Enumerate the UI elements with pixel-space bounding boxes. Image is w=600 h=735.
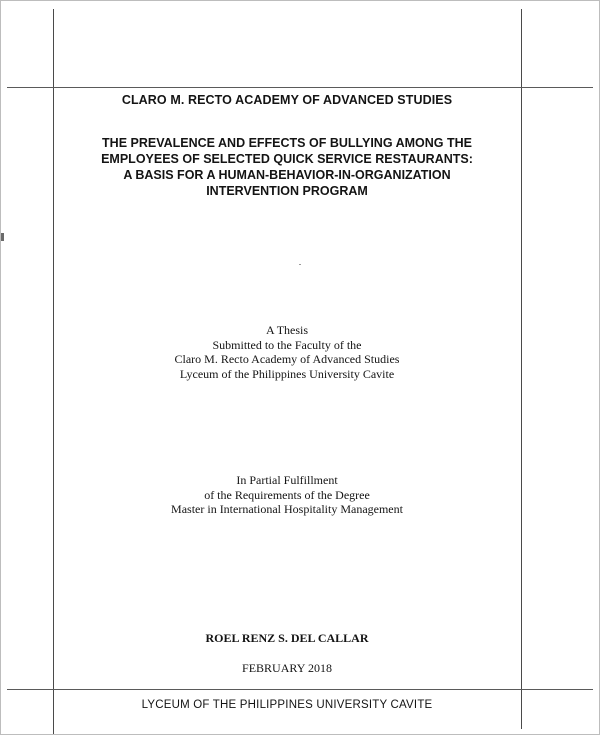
institution-header: CLARO M. RECTO ACADEMY OF ADVANCED STUDIES — [121, 93, 453, 107]
top-rule — [7, 87, 593, 88]
fulfillment-line: In Partial Fulfillment — [236, 473, 338, 487]
submission-date: FEBRUARY 2018 — [242, 661, 332, 675]
thesis-title — [53, 135, 521, 199]
fulfillment-line: of the Requirements of the Degree — [204, 487, 370, 502]
right-margin-line — [521, 9, 522, 729]
university-footer: LYCEUM OF THE PHILIPPINES UNIVERSITY CAVITE — [141, 699, 433, 711]
fulfillment-statement — [53, 473, 521, 517]
scan-speck — [299, 264, 301, 265]
bottom-rule — [7, 689, 593, 690]
submission-line: Claro M. Recto Academy of Advanced Studies — [174, 352, 400, 366]
thesis-title-line: THE PREVALENCE AND EFFECTS OF BULLYING AMONG THE — [102, 136, 472, 150]
scan-mark — [1, 233, 4, 241]
submission-line: A Thesis — [265, 323, 309, 337]
fulfillment-line: Master in International Hospitality Management — [171, 502, 403, 516]
author-name: ROEL RENZ S. DEL CALLAR — [205, 631, 369, 645]
submission-line: Lyceum of the Philippines University Cavite — [179, 366, 395, 381]
submission-line: Submitted to the Faculty of the — [212, 337, 362, 352]
thesis-title-line: EMPLOYEES OF SELECTED QUICK SERVICE RESTAURANTS: — [101, 152, 473, 166]
submission-statement — [53, 323, 521, 381]
thesis-title-line: A BASIS FOR A HUMAN-BEHAVIOR-IN-ORGANIZATION — [123, 168, 451, 182]
thesis-title-line: INTERVENTION PROGRAM — [206, 184, 368, 198]
